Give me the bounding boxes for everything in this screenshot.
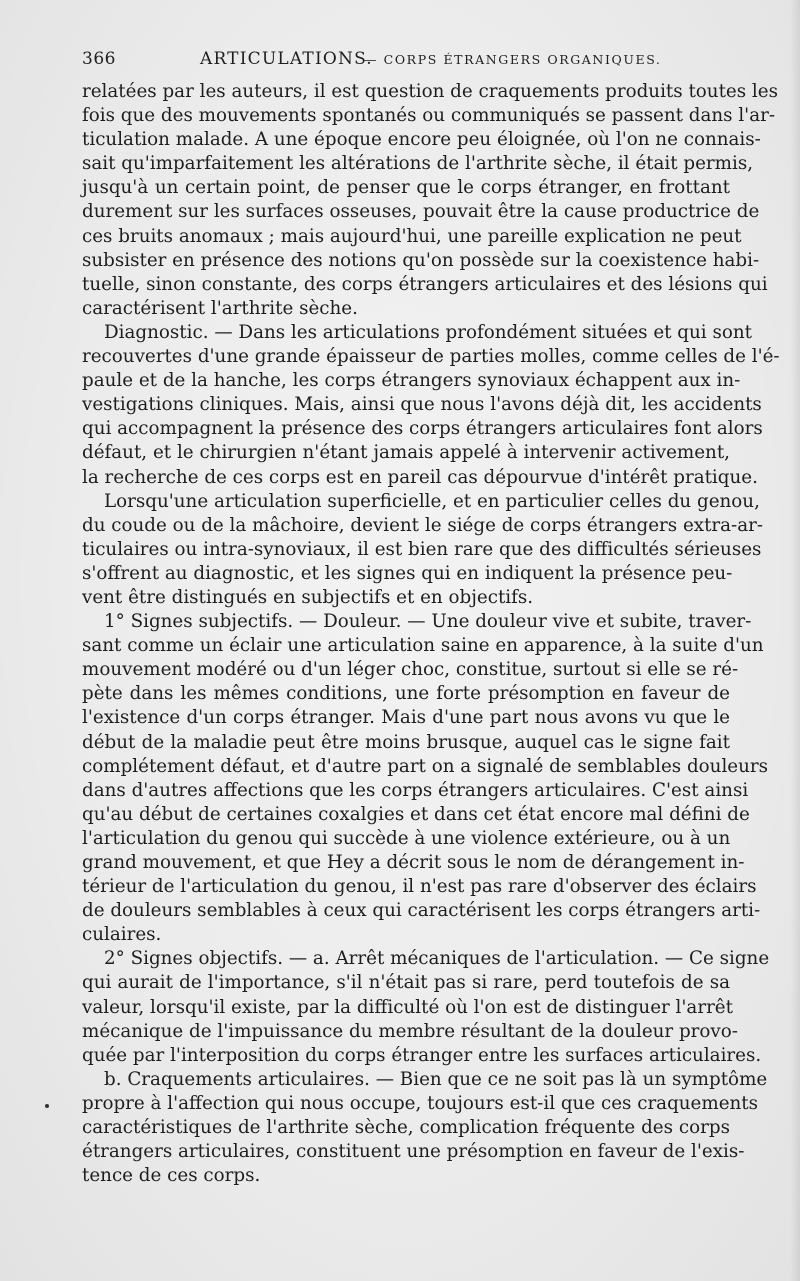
- text-line: propre à l'affection qui nous occupe, toujours est-il que ces craquements: [82, 1092, 759, 1114]
- text-line: Diagnostic. — Dans les articulations profondément situées et qui sont: [104, 321, 752, 343]
- text-line: début de la maladie peut être moins brusque, auquel cas le signe fait: [82, 731, 730, 753]
- text-line: l'existence d'un corps étranger. Mais d'une part nous avons vu que le: [82, 707, 730, 729]
- text-line: paule et de la hanche, les corps étrangers synoviaux échappent aux in-: [82, 370, 741, 392]
- text-line: grand mouvement, et que Hey a décrit sous le nom de dérangement in-: [82, 852, 745, 873]
- text-line: relatées par les auteurs, il est question de craquements produits toutes les: [82, 81, 778, 102]
- running-header: [82, 49, 732, 77]
- text-line: durement sur les surfaces osseuses, pouvait être la cause productrice de: [82, 201, 760, 223]
- text-line: qui aurait de l'importance, s'il n'était pas si rare, perd toutefois de sa: [82, 972, 730, 994]
- text-line: de douleurs semblables à ceux qui caractérisent les corps étrangers arti-: [82, 900, 761, 922]
- text-line: pète dans les mêmes conditions, une forte présomption en faveur de: [82, 683, 730, 705]
- text-line: la recherche de ces corps est en pareil cas dépourvue d'intérêt pratique.: [82, 466, 758, 488]
- text-line: ces bruits anomaux ; mais aujourd'hui, une pareille explication ne peut: [82, 225, 742, 247]
- text-line: recouvertes d'une grande épaisseur de parties molles, comme celles de l'é-: [82, 346, 780, 368]
- text-line: dans d'autres affections que les corps étrangers articulaires. C'est ainsi: [82, 779, 749, 801]
- text-line: étrangers articulaires, constituent une présomption en faveur de l'exis-: [82, 1141, 745, 1163]
- text-line: fois que des mouvements spontanés ou communiqués se passent dans l'ar-: [82, 105, 776, 127]
- text-line: 1° Signes subjectifs. — Douleur. — Une douleur vive et subite, traver-: [104, 611, 752, 633]
- text-line: vestigations cliniques. Mais, ainsi que nous l'avons déjà dit, les accidents: [82, 394, 762, 416]
- text-line: caractérisent l'arthrite sèche.: [82, 297, 358, 319]
- text-line: valeur, lorsqu'il existe, par la difficulté où l'on est de distinguer l'arrêt: [82, 996, 733, 1018]
- page-number: 366: [82, 49, 116, 69]
- text-line: mécanique de l'impuissance du membre résultant de la douleur provo-: [82, 1020, 738, 1042]
- text-line: jusqu'à un certain point, de penser que le corps étranger, en frottant: [82, 177, 730, 199]
- text-line: s'offrent au diagnostic, et les signes qui en indiquent la présence peu-: [82, 562, 733, 584]
- body-text: [82, 80, 780, 1188]
- text-line: sant comme un éclair une articulation saine en apparence, à la suite d'un: [82, 635, 764, 657]
- page-edge-shadow: [790, 0, 800, 1281]
- text-line: défaut, et le chirurgien n'étant jamais appelé à intervenir activement,: [82, 442, 730, 464]
- text-line: quée par l'interposition du corps étranger entre les surfaces articulaires.: [82, 1044, 762, 1066]
- ink-speck: [45, 1104, 49, 1108]
- text-line: qu'au début de certaines coxalgies et dans cet état encore mal défini de: [82, 803, 750, 825]
- text-line: subsister en présence des notions qu'on possède sur la coexistence habi-: [82, 249, 760, 271]
- text-line: vent être distingués en subjectifs et en objectifs.: [82, 586, 534, 608]
- text-line: térieur de l'articulation du genou, il n'est pas rare d'observer des éclairs: [82, 876, 757, 898]
- text-line: caractéristiques de l'arthrite sèche, complication fréquente des corps: [82, 1117, 730, 1139]
- text-line: ticulation malade. A une époque encore peu éloignée, où l'on ne connais-: [82, 129, 761, 151]
- text-line: sait qu'imparfaitement les altérations de l'arthrite sèche, il était permis,: [82, 153, 754, 175]
- text-line: b. Craquements articulaires. — Bien que ce ne soit pas là un symptôme: [104, 1068, 768, 1090]
- text-line: 2° Signes objectifs. — a. Arrêt mécaniques de l'articulation. — Ce signe: [104, 948, 770, 970]
- text-line: ticulaires ou intra-synoviaux, il est bien rare que des difficultés sérieuses: [82, 538, 762, 560]
- text-line: l'articulation du genou qui succède à une violence extérieure, ou à un: [82, 827, 731, 849]
- text-line: tence de ces corps.: [82, 1165, 261, 1187]
- running-title: ARTICULATIONS.: [200, 49, 373, 69]
- text-line: culaires.: [82, 924, 162, 946]
- running-subtitle: — CORPS ÉTRANGERS ORGANIQUES.: [364, 52, 662, 67]
- text-line: Lorsqu'une articulation superficielle, et en particulier celles du genou,: [104, 490, 760, 512]
- text-line: du coude ou de la mâchoire, devient le siége de corps étrangers extra-ar-: [82, 514, 764, 536]
- text-line: mouvement modéré ou d'un léger choc, constitue, surtout si elle se ré-: [82, 659, 739, 681]
- text-line: qui accompagnent la présence des corps étrangers articulaires font alors: [82, 418, 763, 440]
- text-line: complétement défaut, et d'autre part on a signalé de semblables douleurs: [82, 755, 769, 777]
- text-line: tuelle, sinon constante, des corps étrangers articulaires et des lésions qui: [82, 273, 768, 295]
